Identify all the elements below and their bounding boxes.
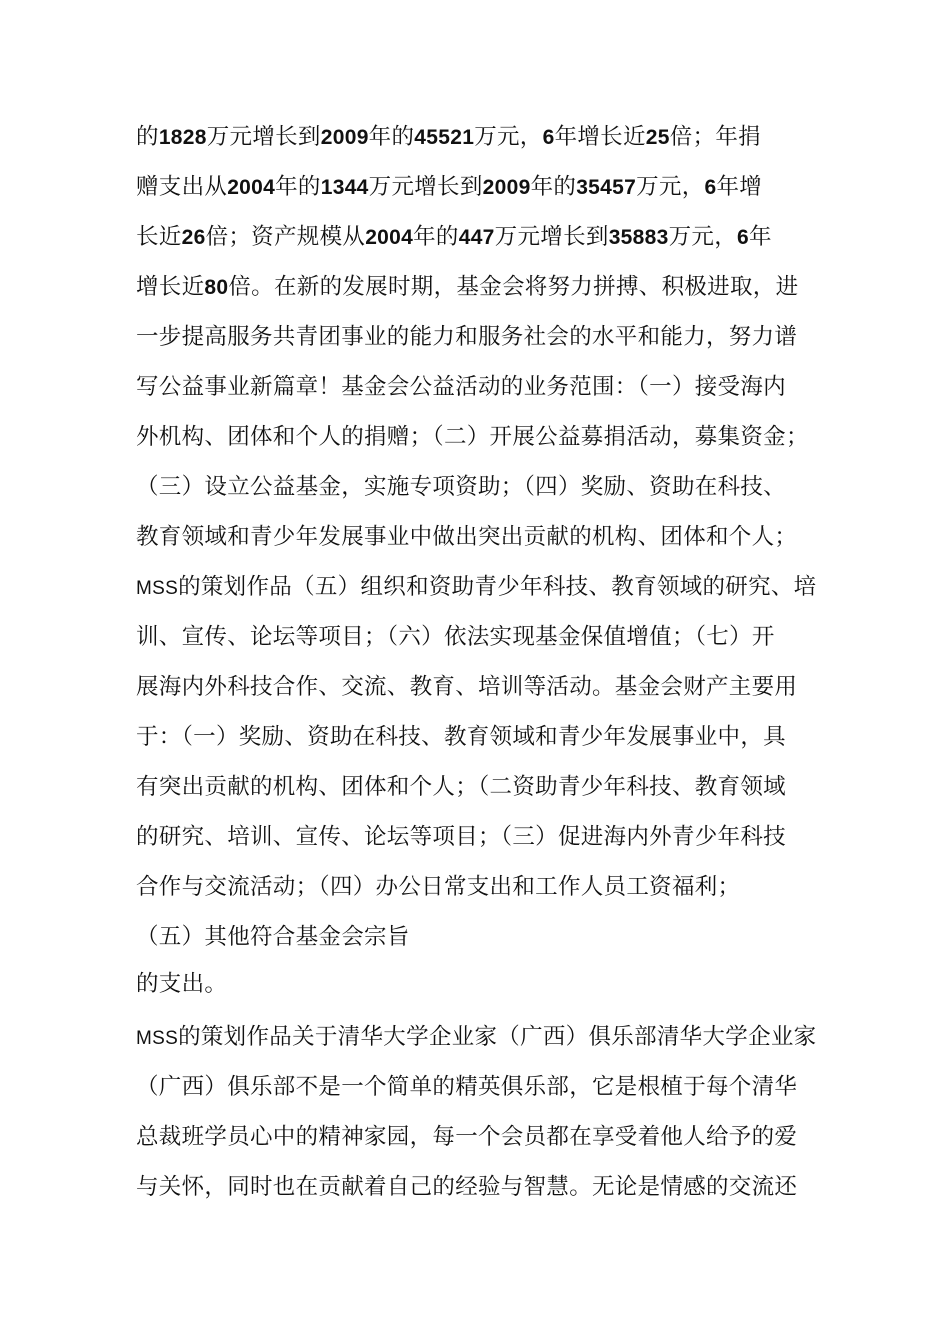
paragraph-line: MSS的策划作品（五）组织和资助青少年科技、教育领域的研究、培 <box>136 574 817 600</box>
paragraph-line: MSS的策划作品关于清华大学企业家（广西）俱乐部清华大学企业家 <box>136 1024 817 1050</box>
paragraph-line: （广西）俱乐部不是一个简单的精英俱乐部，它是根植于每个清华 <box>136 1074 798 1100</box>
paragraph-line: 的1828万元增长到2009年的45521万元，6年增长近25倍；年捐 <box>136 124 761 150</box>
paragraph-line: 有突出贡献的机构、团体和个人；（二资助青少年科技、教育领域 <box>136 774 786 800</box>
paragraph-line: 赠支出从2004年的1344万元增长到2009年的35457万元，6年增 <box>136 174 763 200</box>
paragraph-line: 于：（一）奖励、资助在科技、教育领域和青少年发展事业中，具 <box>136 724 786 750</box>
paragraph-line: 训、宣传、论坛等项目；（六）依法实现基金保值增值；（七）开 <box>136 624 775 650</box>
paragraph-line: 的支出。 <box>136 971 228 997</box>
paragraph-line: 总裁班学员心中的精神家园，每一个会员都在享受着他人给予的爱 <box>136 1124 798 1150</box>
paragraph-line: 的研究、培训、宣传、论坛等项目；（三）促进海内外青少年科技 <box>136 824 786 850</box>
paragraph-line: 与关怀，同时也在贡献着自己的经验与智慧。无论是情感的交流还 <box>136 1174 798 1200</box>
paragraph-line: （五）其他符合基金会宗旨 <box>136 924 410 950</box>
paragraph-line: （三）设立公益基金，实施专项资助；（四）奖励、资助在科技、 <box>136 474 786 500</box>
paragraph-line: 增长近80倍。在新的发展时期，基金会将努力拼搏、积极进取，进 <box>136 274 799 300</box>
paragraph-line: 展海内外科技合作、交流、教育、培训等活动。基金会财产主要用 <box>136 674 798 700</box>
paragraph-line: 写公益事业新篇章！基金会公益活动的业务范围：（一）接受海内 <box>136 374 786 400</box>
paragraph-line: 合作与交流活动；（四）办公日常支出和工作人员工资福利； <box>136 874 741 900</box>
paragraph-line: 长近26倍；资产规模从2004年的447万元增长到35883万元，6年 <box>136 224 772 250</box>
paragraph-line: 一步提高服务共青团事业的能力和服务社会的水平和能力，努力谱 <box>136 324 798 350</box>
paragraph-line: 教育领域和青少年发展事业中做出突出贡献的机构、团体和个人； <box>136 524 798 550</box>
paragraph-line: 外机构、团体和个人的捐赠；（二）开展公益募捐活动，募集资金； <box>136 424 809 450</box>
